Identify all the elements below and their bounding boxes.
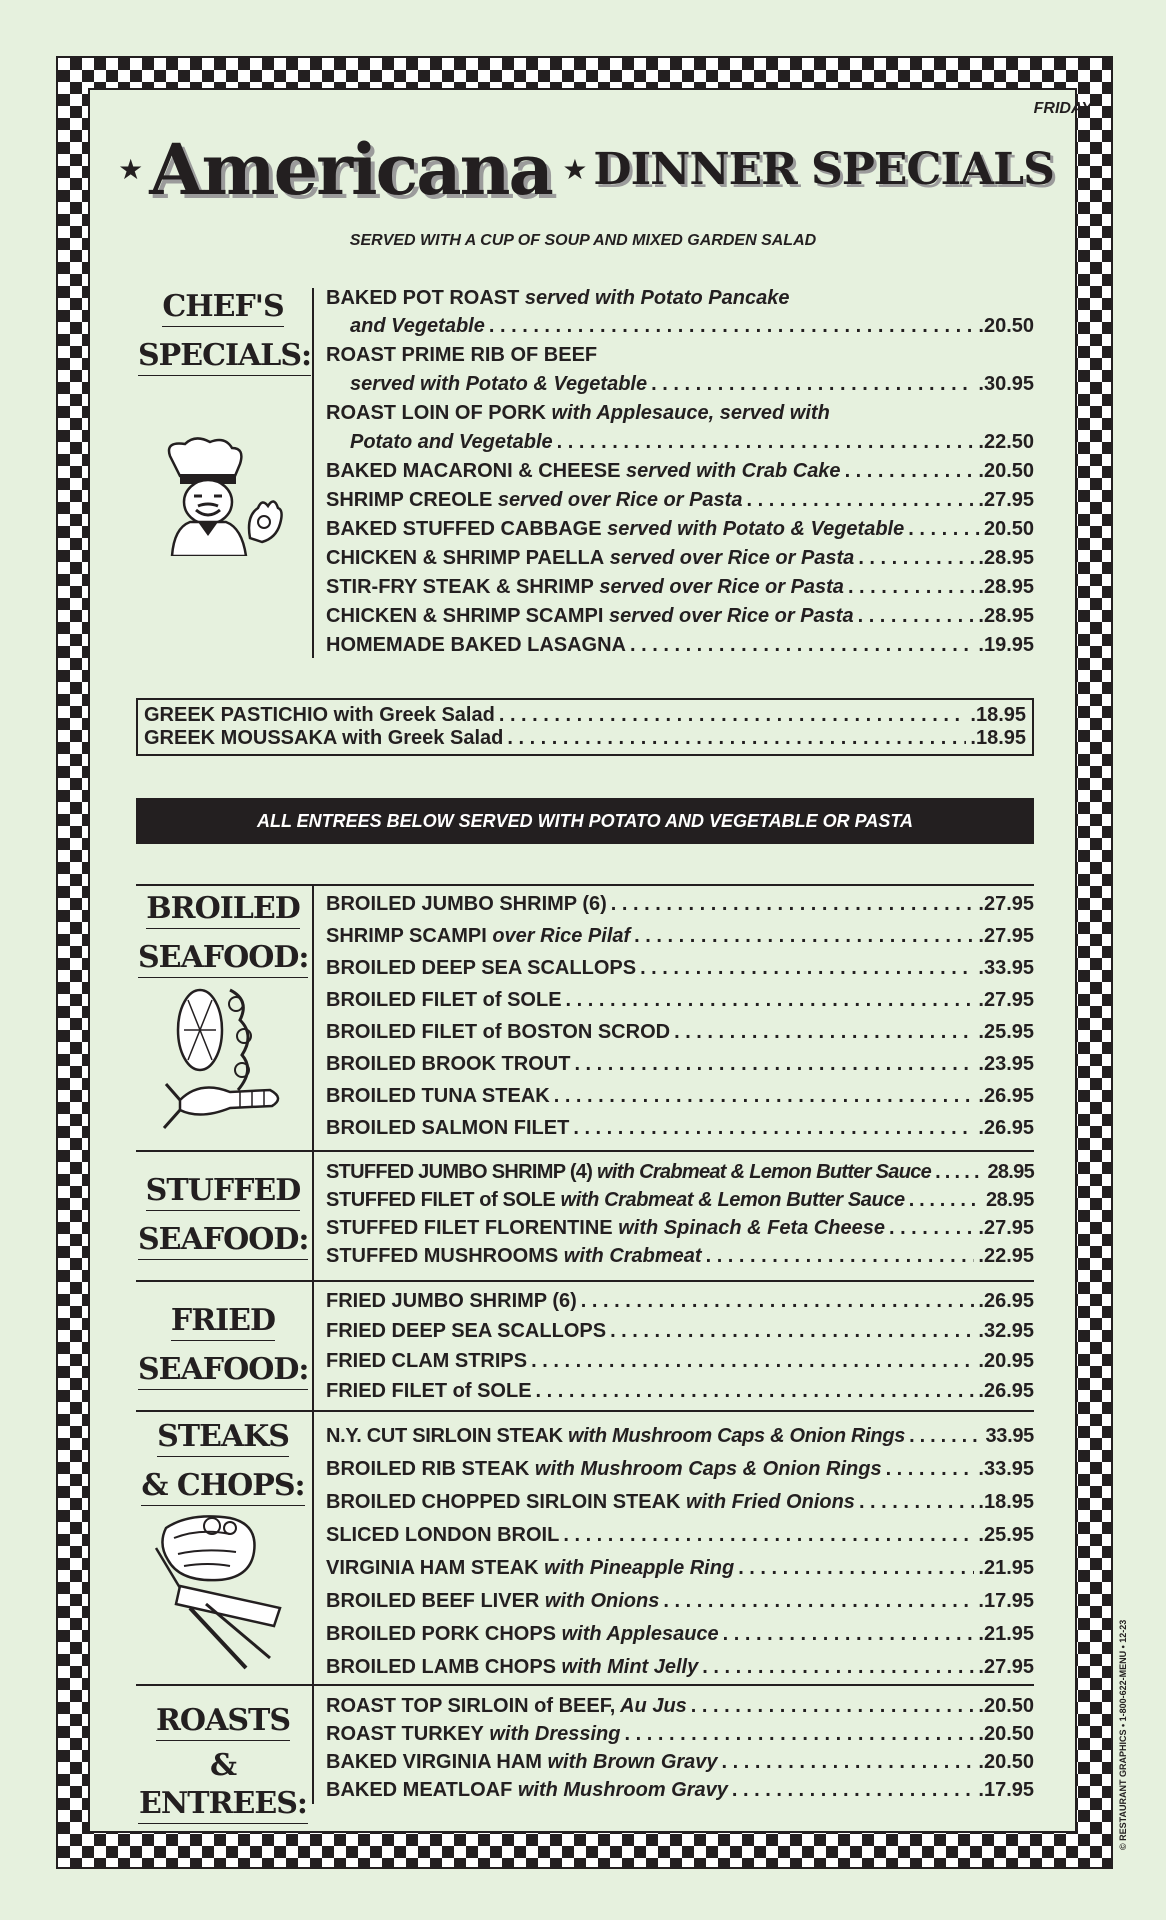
stuffed-seafood-list <box>326 1158 1034 1270</box>
divider-steaks <box>312 1412 314 1684</box>
list-item: BROILED PORK CHOPS with Applesauce . . . .21.95 <box>326 1618 1034 1651</box>
divider <box>136 1280 1034 1282</box>
list-item: Potato and Vegetable . . . .22.50 <box>326 427 1034 457</box>
list-item: SHRIMP CREOLE served over Rice or Pasta . . . .27.95 <box>326 486 1034 515</box>
star-icon: ★ <box>562 154 588 185</box>
list-item: HOMEMADE BAKED LASAGNA . . . .19.95 <box>326 631 1034 660</box>
greek-specials-box <box>136 698 1034 756</box>
divider-stuffed <box>312 1152 314 1280</box>
list-item: BAKED MACARONI & CHEESE served with Crab Cake . . . .20.50 <box>326 457 1034 486</box>
list-item: FRIED FILET of SOLE . . . .26.95 <box>326 1376 1034 1406</box>
menu-subtitle-heading: DINNER SPECIALS <box>593 144 1054 195</box>
menu-title <box>0 128 1166 211</box>
fried-seafood-list <box>326 1286 1034 1406</box>
list-item: BROILED JUMBO SHRIMP (6) . . . .27.95 <box>326 888 1034 920</box>
list-item: BROILED FILET of BOSTON SCROD . . . .25.95 <box>326 1016 1034 1048</box>
list-item: STUFFED FILET of SOLE with Crabmeat & Lemon Butter Sauce . . . 28.95 <box>326 1186 1034 1214</box>
list-item: BROILED RIB STEAK with Mushroom Caps & Onion Rings . . . .33.95 <box>326 1453 1034 1486</box>
list-item: BROILED BROOK TROUT . . . .23.95 <box>326 1048 1034 1080</box>
divider <box>136 1410 1034 1412</box>
steaks-chops-list <box>326 1420 1034 1684</box>
list-item: and Vegetable . . . .20.50 <box>326 312 1034 341</box>
divider-chefs <box>312 288 314 658</box>
copyright-note: © RESTAURANT GRAPHICS • 1-800-622-MENU • 12-23 <box>1118 1619 1128 1850</box>
list-item: SHRIMP SCAMPI over Rice Pilaf . . . .27.95 <box>326 920 1034 952</box>
list-item: BAKED VIRGINIA HAM with Brown Gravy . . . .20.50 <box>326 1748 1034 1776</box>
section-title-steaks-chops: STEAKS & CHOPS: <box>138 1414 308 1512</box>
list-item: CHICKEN & SHRIMP PAELLA served over Rice or Pasta . . . .28.95 <box>326 544 1034 573</box>
list-item: STUFFED JUMBO SHRIMP (4) with Crabmeat & Lemon Butter Sauce . . . 28.95 <box>326 1158 1034 1186</box>
divider-broiled <box>312 886 314 1150</box>
list-item: BAKED MEATLOAF with Mushroom Gravy . . . .17.95 <box>326 1776 1034 1804</box>
list-item: GREEK MOUSSAKA with Greek Salad . . . .18.95 <box>144 727 1026 750</box>
section-title-roasts-entrees: ROASTS & ENTREES: <box>138 1698 308 1830</box>
divider <box>136 1684 1034 1686</box>
list-item: SLICED LONDON BROIL . . . .25.95 <box>326 1519 1034 1552</box>
list-item: STUFFED FILET FLORENTINE with Spinach & Feta Cheese . . . .27.95 <box>326 1214 1034 1242</box>
list-item: FRIED JUMBO SHRIMP (6) . . . .26.95 <box>326 1286 1034 1316</box>
section-title-fried-seafood: FRIED SEAFOOD: <box>138 1298 308 1396</box>
list-item: FRIED CLAM STRIPS . . . .20.95 <box>326 1346 1034 1376</box>
served-with-note: SERVED WITH A CUP OF SOUP AND MIXED GARDEN SALAD <box>349 232 817 249</box>
section-title-broiled-seafood: BROILED SEAFOOD: <box>138 886 308 984</box>
list-item: STIR-FRY STEAK & SHRIMP served over Rice or Pasta . . . .28.95 <box>326 573 1034 602</box>
list-item: ROAST LOIN OF PORK with Applesauce, served with <box>326 402 830 424</box>
section-title-chefs-specials: CHEF'S SPECIALS: <box>138 284 308 382</box>
list-item: ROAST TURKEY with Dressing . . . .20.50 <box>326 1720 1034 1748</box>
list-item: served with Potato & Vegetable . . . .30.95 <box>326 369 1034 399</box>
list-item: BAKED STUFFED CABBAGE served with Potato & Vegetable . . . 20.50 <box>326 515 1034 544</box>
chef-illustration <box>150 436 300 556</box>
seafood-illustration <box>160 980 290 1140</box>
restaurant-name: Americana <box>149 128 552 211</box>
list-item: STUFFED MUSHROOMS with Crabmeat . . . .22.95 <box>326 1242 1034 1270</box>
list-item: VIRGINIA HAM STEAK with Pineapple Ring . . . .21.95 <box>326 1552 1034 1585</box>
entrees-banner: ALL ENTREES BELOW SERVED WITH POTATO AND VEGETABLE OR PASTA <box>136 798 1034 844</box>
divider-fried <box>312 1282 314 1410</box>
star-icon: ★ <box>118 154 144 185</box>
list-item: GREEK PASTICHIO with Greek Salad . . . .18.95 <box>144 704 1026 727</box>
list-item: BROILED TUNA STEAK . . . .26.95 <box>326 1080 1034 1112</box>
list-item: ROAST TOP SIRLOIN of BEEF, Au Jus . . . .20.50 <box>326 1692 1034 1720</box>
list-item: N.Y. CUT SIRLOIN STEAK with Mushroom Caps & Onion Rings . . . 33.95 <box>326 1420 1034 1453</box>
chefs-specials-list <box>326 284 1034 660</box>
list-item: ROAST PRIME RIB OF BEEF <box>326 344 598 366</box>
section-title-stuffed-seafood: STUFFED SEAFOOD: <box>138 1168 308 1266</box>
divider-roasts <box>312 1686 314 1804</box>
list-item: BAKED POT ROAST served with Potato Pancake <box>326 287 790 309</box>
steak-illustration <box>150 1508 300 1674</box>
list-item: BROILED CHOPPED SIRLOIN STEAK with Fried Onions . . . .18.95 <box>326 1486 1034 1519</box>
day-label: FRIDAY <box>1033 100 1092 117</box>
list-item: BROILED LAMB CHOPS with Mint Jelly . . . .27.95 <box>326 1651 1034 1684</box>
list-item: BROILED BEEF LIVER with Onions . . . .17.95 <box>326 1585 1034 1618</box>
roasts-entrees-list <box>326 1692 1034 1804</box>
list-item: BROILED DEEP SEA SCALLOPS . . . .33.95 <box>326 952 1034 984</box>
list-item: FRIED DEEP SEA SCALLOPS . . . .32.95 <box>326 1316 1034 1346</box>
divider <box>136 1150 1034 1152</box>
list-item: BROILED FILET of SOLE . . . .27.95 <box>326 984 1034 1016</box>
list-item: BROILED SALMON FILET . . . .26.95 <box>326 1112 1034 1144</box>
broiled-seafood-list <box>326 888 1034 1144</box>
list-item: CHICKEN & SHRIMP SCAMPI served over Rice or Pasta . . . .28.95 <box>326 602 1034 631</box>
